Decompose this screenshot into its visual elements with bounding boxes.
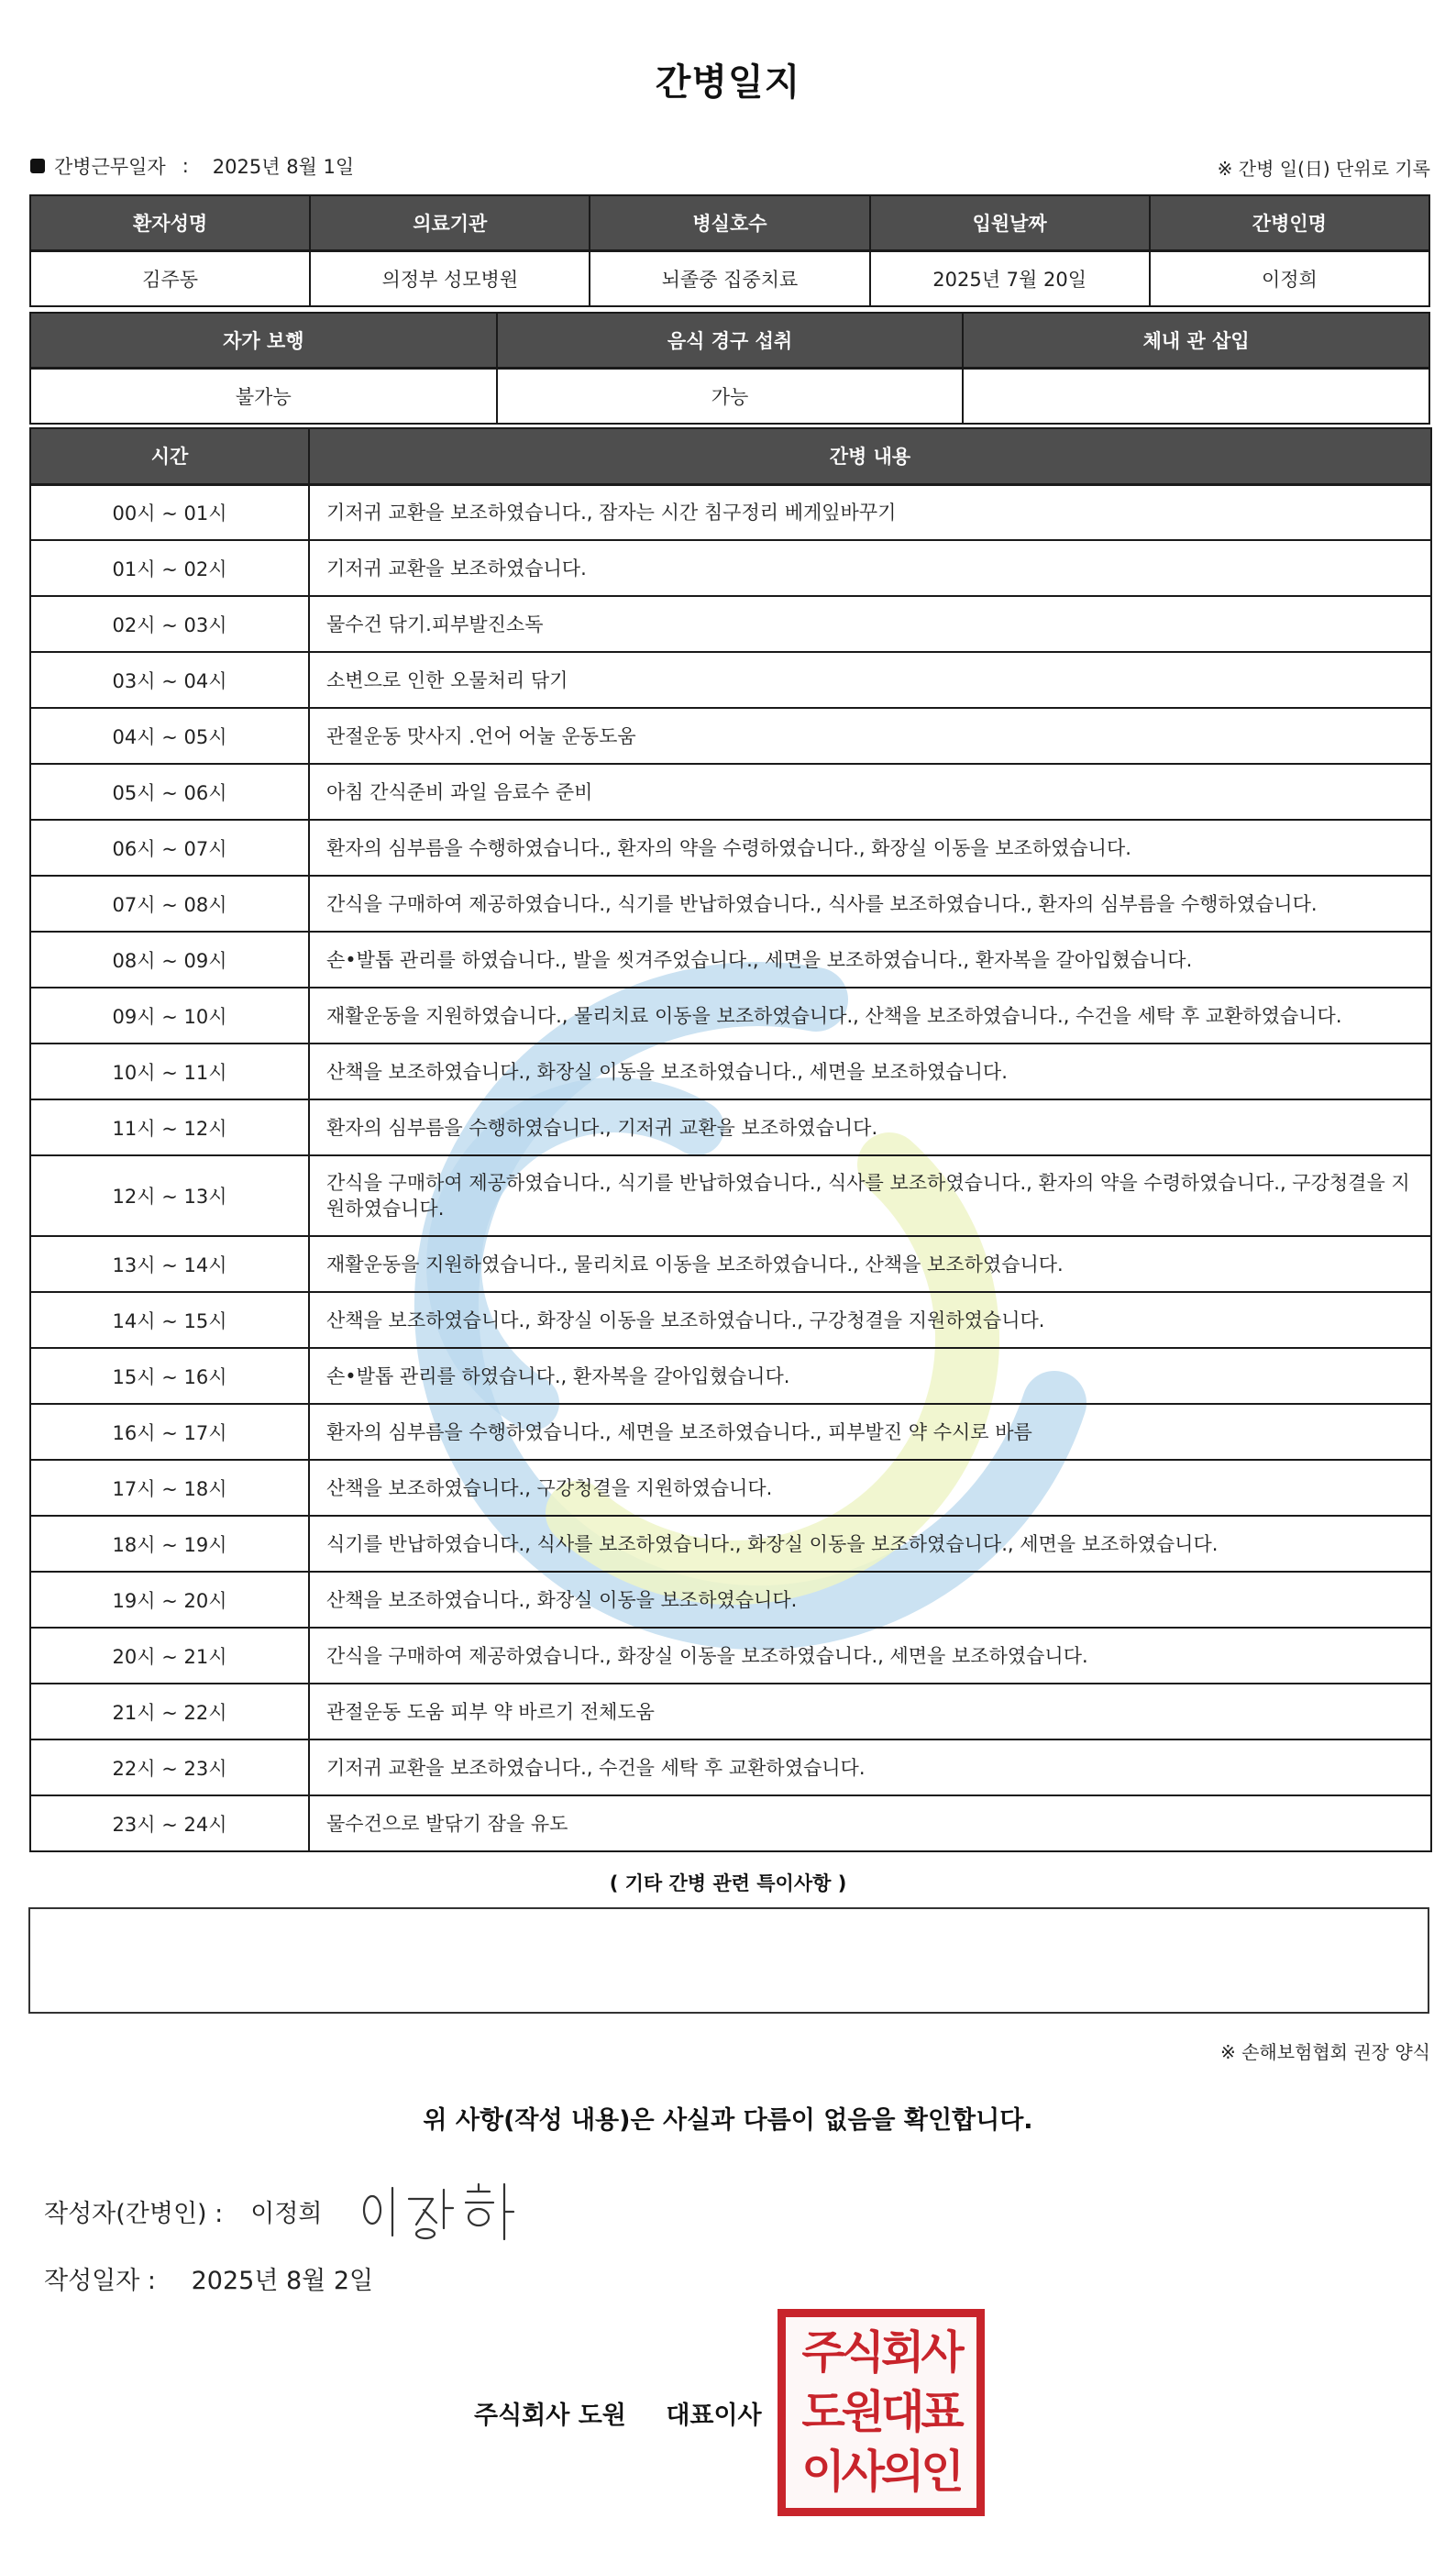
caregiver-name-header: 간병인명 (1150, 195, 1429, 251)
log-content: 손•발톱 관리를 하였습니다., 환자복을 갈아입혔습니다. (309, 1348, 1431, 1404)
self-walking-header: 자가 보행 (30, 313, 497, 369)
log-time: 01시 ~ 02시 (30, 540, 309, 596)
work-date-colon: : (182, 155, 189, 177)
log-row (30, 1460, 1431, 1516)
log-time: 11시 ~ 12시 (30, 1099, 309, 1155)
log-time: 05시 ~ 06시 (30, 764, 309, 820)
log-content: 기저귀 교환을 보조하였습니다., 잠자는 시간 침구정리 베게잎바꾸기 (309, 484, 1431, 540)
log-time: 15시 ~ 16시 (30, 1348, 309, 1404)
log-content: 손•발톱 관리를 하였습니다., 발을 씻겨주었습니다., 세면을 보조하였습니다., 환자복을 갈아입혔습니다. (309, 932, 1431, 988)
care-content-header: 간병 내용 (309, 428, 1431, 484)
log-row (30, 1684, 1431, 1739)
log-time: 13시 ~ 14시 (30, 1236, 309, 1292)
written-date-line (44, 2260, 373, 2296)
admission-date-header: 입원날짜 (870, 195, 1150, 251)
log-content: 기저귀 교환을 보조하였습니다. (309, 540, 1431, 596)
log-time: 07시 ~ 08시 (30, 876, 309, 932)
log-time: 14시 ~ 15시 (30, 1292, 309, 1348)
log-content: 재활운동을 지원하였습니다., 물리치료 이동을 보조하였습니다., 산책을 보조하였습니다. (309, 1236, 1431, 1292)
room-header: 병실호수 (590, 195, 869, 251)
log-content: 산책을 보조하였습니다., 화장실 이동을 보조하였습니다., 세면을 보조하였습니다. (309, 1044, 1431, 1099)
log-row (30, 540, 1431, 596)
log-time: 22시 ~ 23시 (30, 1739, 309, 1795)
log-time: 21시 ~ 22시 (30, 1684, 309, 1739)
log-content: 산책을 보조하였습니다., 화장실 이동을 보조하였습니다., 구강청결을 지원하였습니다. (309, 1292, 1431, 1348)
author-name: 이정희 (250, 2200, 323, 2228)
author-label: 작성자(간병인) : (44, 2200, 224, 2228)
ceo-label: 대표이사 (666, 2402, 762, 2430)
hospital-name: 의정부 성모병원 (310, 251, 590, 307)
log-time: 08시 ~ 09시 (30, 932, 309, 988)
log-row (30, 596, 1431, 652)
log-content: 소변으로 인한 오물처리 닦기 (309, 652, 1431, 708)
log-row (30, 932, 1431, 988)
log-row (30, 988, 1431, 1044)
admission-date: 2025년 7월 20일 (870, 251, 1150, 307)
log-time: 20시 ~ 21시 (30, 1628, 309, 1684)
log-time: 04시 ~ 05시 (30, 708, 309, 764)
log-time: 03시 ~ 04시 (30, 652, 309, 708)
seal-line: 주식회사 (801, 2325, 961, 2379)
special-notes-title: ( 기타 간병 관련 특이사항 ) (609, 1872, 847, 1894)
log-time: 18시 ~ 19시 (30, 1516, 309, 1572)
log-time: 16시 ~ 17시 (30, 1404, 309, 1460)
log-content: 환자의 심부름을 수행하였습니다., 환자의 약을 수령하였습니다., 화장실 이동을 보조하였습니다. (309, 820, 1431, 876)
log-row (30, 1292, 1431, 1348)
log-row (30, 1155, 1431, 1236)
log-time: 02시 ~ 03시 (30, 596, 309, 652)
company-name: 주식회사 도원 (474, 2402, 626, 2430)
document-title: 간병일지 (655, 61, 801, 104)
bullet-square-icon (30, 159, 45, 173)
hospital-header: 의료기관 (310, 195, 590, 251)
format-note: ※ 손해보험협회 권장 양식 (1219, 2041, 1430, 2063)
log-content: 물수건 닦기.피부발진소독 (309, 596, 1431, 652)
log-row (30, 1628, 1431, 1684)
written-date-label: 작성일자 : (44, 2267, 157, 2295)
patient-info-table (29, 194, 1430, 307)
log-row (30, 708, 1431, 764)
log-row (30, 1236, 1431, 1292)
log-row (30, 820, 1431, 876)
log-content: 관절운동 도움 피부 약 바르기 전체도움 (309, 1684, 1431, 1739)
handwritten-signature (352, 2171, 517, 2245)
log-content: 간식을 구매하여 제공하였습니다., 식기를 반납하였습니다., 식사를 보조하였습니다., 환자의 심부름을 수행하였습니다. (309, 876, 1431, 932)
log-row (30, 764, 1431, 820)
patient-name-header: 환자성명 (30, 195, 310, 251)
log-content: 기저귀 교환을 보조하였습니다., 수건을 세탁 후 교환하였습니다. (309, 1739, 1431, 1795)
room-name: 뇌졸중 집중치료 (590, 251, 869, 307)
caregiver-name: 이정희 (1150, 251, 1429, 307)
work-date-value: 2025년 8월 1일 (212, 156, 355, 178)
log-row (30, 1516, 1431, 1572)
tube-insertion-value (963, 369, 1429, 425)
self-walking-value: 불가능 (30, 369, 497, 425)
log-content: 간식을 구매하여 제공하였습니다., 식기를 반납하였습니다., 식사를 보조하였습니다., 환자의 약을 수령하였습니다., 구강청결을 지원하였습니다. (309, 1155, 1431, 1236)
work-date-label: 간병근무일자 (54, 156, 166, 178)
log-time: 06시 ~ 07시 (30, 820, 309, 876)
log-row (30, 1044, 1431, 1099)
log-time: 19시 ~ 20시 (30, 1572, 309, 1628)
log-content: 재활운동을 지원하였습니다., 물리치료 이동을 보조하였습니다., 산책을 보조하였습니다., 수건을 세탁 후 교환하였습니다. (309, 988, 1431, 1044)
log-row (30, 1348, 1431, 1404)
log-row (30, 1404, 1431, 1460)
log-content: 산책을 보조하였습니다., 화장실 이동을 보조하였습니다. (309, 1572, 1431, 1628)
log-time: 12시 ~ 13시 (30, 1155, 309, 1236)
author-line (44, 2193, 323, 2229)
log-content: 아침 간식준비 과일 음료수 준비 (309, 764, 1431, 820)
log-time: 23시 ~ 24시 (30, 1795, 309, 1851)
special-notes-box (28, 1907, 1429, 2014)
oral-intake-value: 가능 (497, 369, 964, 425)
log-row (30, 1739, 1431, 1795)
log-row (30, 1795, 1431, 1851)
seal-line: 이사의인 (801, 2446, 961, 2499)
confirmation-statement: 위 사항(작성 내용)은 사실과 다름이 없음을 확인합니다. (423, 2106, 1033, 2135)
log-content: 식기를 반납하였습니다., 식사를 보조하였습니다., 화장실 이동을 보조하였습니다., 세면을 보조하였습니다. (309, 1516, 1431, 1572)
log-content: 물수건으로 발닦기 잠을 유도 (309, 1795, 1431, 1851)
log-time: 00시 ~ 01시 (30, 484, 309, 540)
log-content: 산책을 보조하였습니다., 구강청결을 지원하였습니다. (309, 1460, 1431, 1516)
log-row (30, 484, 1431, 540)
tube-insertion-header: 체내 관 삽입 (963, 313, 1429, 369)
log-content: 환자의 심부름을 수행하였습니다., 세면을 보조하였습니다., 피부발진 약 수시로 바름 (309, 1404, 1431, 1460)
day-unit-note: ※ 간병 일(日) 단위로 기록 (1217, 158, 1430, 180)
log-content: 관절운동 맛사지 .언어 어눌 운동도움 (309, 708, 1431, 764)
written-date-value: 2025년 8월 2일 (191, 2267, 374, 2295)
care-log-table (29, 427, 1432, 1852)
time-header: 시간 (30, 428, 309, 484)
work-date-line (30, 152, 354, 180)
log-time: 09시 ~ 10시 (30, 988, 309, 1044)
log-row (30, 1099, 1431, 1155)
log-content: 환자의 심부름을 수행하였습니다., 기저귀 교환을 보조하였습니다. (309, 1099, 1431, 1155)
patient-status-table (29, 312, 1430, 425)
log-content: 간식을 구매하여 제공하였습니다., 화장실 이동을 보조하였습니다., 세면을 보조하였습니다. (309, 1628, 1431, 1684)
log-row (30, 876, 1431, 932)
log-row (30, 652, 1431, 708)
log-time: 10시 ~ 11시 (30, 1044, 309, 1099)
oral-intake-header: 음식 경구 섭취 (497, 313, 964, 369)
company-seal-stamp (778, 2309, 985, 2516)
company-line (474, 2395, 762, 2431)
log-row (30, 1572, 1431, 1628)
patient-name: 김주동 (30, 251, 310, 307)
seal-line: 도원대표 (801, 2385, 961, 2438)
log-time: 17시 ~ 18시 (30, 1460, 309, 1516)
